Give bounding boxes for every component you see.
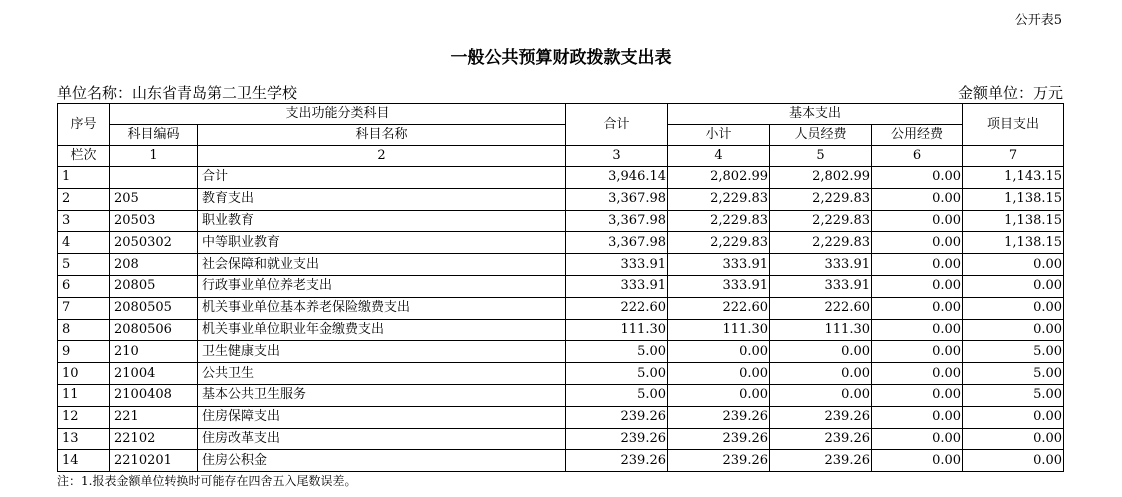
table-row [58,210,1064,232]
index-cell: 7 [963,146,1064,167]
total-cell: 239.26 [566,406,668,428]
code-cell: 20503 [110,210,198,232]
subtotal-cell: 0.00 [668,341,770,363]
total-cell: 333.91 [566,275,668,297]
index-cell: 1 [110,146,198,167]
footnote: 注：1.报表金额单位转换时可能存在四舍五入尾数误差。 [57,474,357,488]
total-cell: 111.30 [566,319,668,341]
name-cell: 住房公积金 [198,450,566,472]
public-cell: 0.00 [872,319,963,341]
code-cell: 2050302 [110,232,198,254]
project-cell: 0.00 [963,297,1064,319]
page-title: 一般公共预算财政拨款支出表 [450,48,672,68]
table-row [58,450,1064,472]
project-cell: 5.00 [963,384,1064,406]
project-cell: 0.00 [963,450,1064,472]
personnel-cell: 111.30 [770,319,872,341]
table-row [58,341,1064,363]
personnel-cell: 0.00 [770,384,872,406]
name-cell: 职业教育 [198,210,566,232]
public-cell: 0.00 [872,167,963,189]
header-name: 科目名称 [198,125,566,146]
project-cell: 1,138.15 [963,232,1064,254]
name-cell: 机关事业单位职业年金缴费支出 [198,319,566,341]
name-cell: 公共卫生 [198,363,566,385]
personnel-cell: 333.91 [770,275,872,297]
project-cell: 0.00 [963,275,1064,297]
name-cell: 合计 [198,167,566,189]
public-cell: 0.00 [872,363,963,385]
total-cell: 5.00 [566,384,668,406]
personnel-cell: 239.26 [770,428,872,450]
public-cell: 0.00 [872,428,963,450]
table-row [58,406,1064,428]
name-cell: 行政事业单位养老支出 [198,275,566,297]
public-cell: 0.00 [872,384,963,406]
header-basic-group: 基本支出 [668,104,963,125]
project-cell: 0.00 [963,428,1064,450]
name-cell: 社会保障和就业支出 [198,254,566,276]
code-cell: 21004 [110,363,198,385]
header-public: 公用经费 [872,125,963,146]
subtotal-cell: 2,802.99 [668,167,770,189]
project-cell: 0.00 [963,254,1064,276]
seq-cell: 4 [58,232,110,254]
project-cell: 5.00 [963,363,1064,385]
public-cell: 0.00 [872,188,963,210]
total-cell: 5.00 [566,341,668,363]
public-cell: 0.00 [872,275,963,297]
code-cell [110,167,198,189]
code-cell: 210 [110,341,198,363]
table-row [58,319,1064,341]
total-cell: 239.26 [566,450,668,472]
seq-cell: 13 [58,428,110,450]
index-cell: 6 [872,146,963,167]
code-cell: 20805 [110,275,198,297]
project-cell: 1,138.15 [963,188,1064,210]
subtotal-cell: 239.26 [668,406,770,428]
total-cell: 3,367.98 [566,232,668,254]
subtotal-cell: 333.91 [668,275,770,297]
total-cell: 3,946.14 [566,167,668,189]
seq-cell: 1 [58,167,110,189]
code-cell: 205 [110,188,198,210]
index-cell: 2 [198,146,566,167]
seq-cell: 8 [58,319,110,341]
project-cell: 0.00 [963,319,1064,341]
personnel-cell: 333.91 [770,254,872,276]
total-cell: 3,367.98 [566,188,668,210]
header-subtotal: 小计 [668,125,770,146]
table-row [58,297,1064,319]
code-cell: 2100408 [110,384,198,406]
index-cell: 5 [770,146,872,167]
personnel-cell: 0.00 [770,341,872,363]
project-cell: 1,138.15 [963,210,1064,232]
header-personnel: 人员经费 [770,125,872,146]
code-cell: 221 [110,406,198,428]
public-cell: 0.00 [872,406,963,428]
seq-cell: 6 [58,275,110,297]
expenditure-table [57,103,1064,472]
code-cell: 2080506 [110,319,198,341]
personnel-cell: 2,802.99 [770,167,872,189]
seq-cell: 14 [58,450,110,472]
personnel-cell: 2,229.83 [770,188,872,210]
index-cell: 3 [566,146,668,167]
seq-cell: 10 [58,363,110,385]
seq-cell: 9 [58,341,110,363]
personnel-cell: 2,229.83 [770,210,872,232]
header-seq: 序号 [58,104,110,146]
table-row [58,363,1064,385]
name-cell: 卫生健康支出 [198,341,566,363]
table-tag: 公开表5 [1014,13,1062,28]
seq-cell: 12 [58,406,110,428]
public-cell: 0.00 [872,210,963,232]
name-cell: 住房保障支出 [198,406,566,428]
project-cell: 1,143.15 [963,167,1064,189]
index-cell: 4 [668,146,770,167]
unit-name: 单位名称：山东省青岛第二卫生学校 [57,84,298,102]
table-row [58,384,1064,406]
code-cell: 22102 [110,428,198,450]
subtotal-cell: 111.30 [668,319,770,341]
code-cell: 2080505 [110,297,198,319]
subtotal-cell: 2,229.83 [668,232,770,254]
total-cell: 5.00 [566,363,668,385]
subtotal-cell: 239.26 [668,428,770,450]
table-row [58,232,1064,254]
amount-unit: 金额单位：万元 [957,84,1063,102]
header-project: 项目支出 [963,104,1064,146]
subtotal-cell: 239.26 [668,450,770,472]
subtotal-cell: 2,229.83 [668,188,770,210]
public-cell: 0.00 [872,341,963,363]
index-row [58,146,1064,167]
seq-cell: 3 [58,210,110,232]
project-cell: 5.00 [963,341,1064,363]
seq-cell: 11 [58,384,110,406]
total-cell: 222.60 [566,297,668,319]
total-cell: 333.91 [566,254,668,276]
seq-cell: 2 [58,188,110,210]
code-cell: 2210201 [110,450,198,472]
subtotal-cell: 222.60 [668,297,770,319]
name-cell: 中等职业教育 [198,232,566,254]
public-cell: 0.00 [872,232,963,254]
personnel-cell: 2,229.83 [770,232,872,254]
personnel-cell: 222.60 [770,297,872,319]
total-cell: 239.26 [566,428,668,450]
table-row [58,275,1064,297]
table-row [58,254,1064,276]
personnel-cell: 239.26 [770,406,872,428]
table-row [58,167,1064,189]
project-cell: 0.00 [963,406,1064,428]
seq-cell: 5 [58,254,110,276]
subtotal-cell: 333.91 [668,254,770,276]
subtotal-cell: 0.00 [668,363,770,385]
seq-cell: 7 [58,297,110,319]
code-cell: 208 [110,254,198,276]
header-total: 合计 [566,104,668,146]
name-cell: 基本公共卫生服务 [198,384,566,406]
personnel-cell: 239.26 [770,450,872,472]
name-cell: 住房改革支出 [198,428,566,450]
name-cell: 教育支出 [198,188,566,210]
public-cell: 0.00 [872,254,963,276]
subtotal-cell: 2,229.83 [668,210,770,232]
public-cell: 0.00 [872,450,963,472]
table-row [58,188,1064,210]
subtotal-cell: 0.00 [668,384,770,406]
personnel-cell: 0.00 [770,363,872,385]
index-cell: 栏次 [58,146,110,167]
public-cell: 0.00 [872,297,963,319]
name-cell: 机关事业单位基本养老保险缴费支出 [198,297,566,319]
header-code: 科目编码 [110,125,198,146]
header-func-group: 支出功能分类科目 [110,104,566,125]
table-row [58,428,1064,450]
total-cell: 3,367.98 [566,210,668,232]
